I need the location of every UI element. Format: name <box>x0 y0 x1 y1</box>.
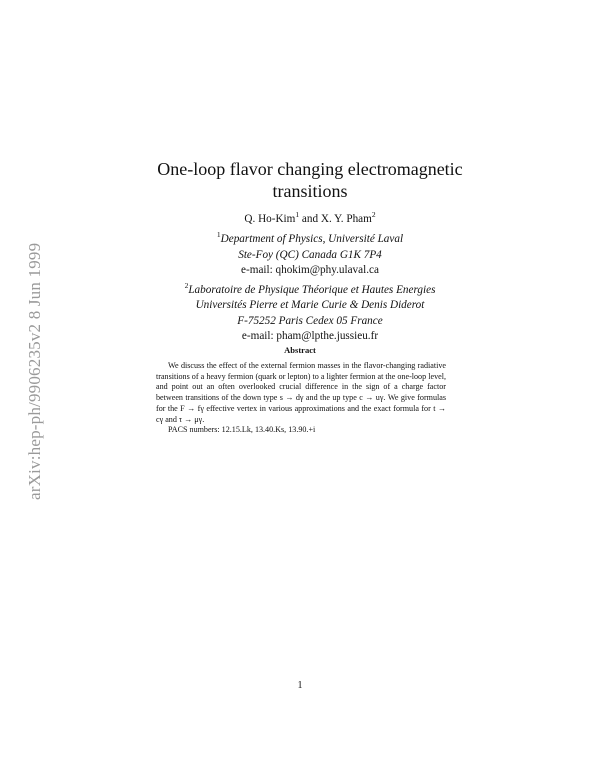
title-line-2: transitions <box>272 181 348 201</box>
affiliation-2-line-3: F-75252 Paris Cedex 05 France <box>237 314 383 327</box>
author-1: Q. Ho-Kim <box>244 213 296 225</box>
page-number: 1 <box>297 680 303 691</box>
author-2: and X. Y. Pham <box>299 213 372 225</box>
author-names <box>120 207 500 227</box>
affiliation-1-mark: 1 <box>216 230 221 240</box>
abstract-text: We discuss the effect of the external fermion masses in the flavor-changing radiative transitions of a heavy fermion (quark or lepton) to a lighter fermion at the one-loop level, and point out an often overlooked crucial difference in the sign of a charge factor between transitions of the down type s → dγ and the up type c → uγ. We give formulas for the F → fγ effective vertex in various approximations and the exact formula for t → cγ and τ → μγ. <box>156 361 446 424</box>
arxiv-identifier-stamp: arXiv:hep-ph/9906235v2 8 Jun 1999 <box>25 242 44 500</box>
abstract-heading: Abstract <box>284 345 316 355</box>
affiliation-1-line-2: Ste-Foy (QC) Canada G1K 7P4 <box>238 248 382 261</box>
email-1: e-mail: qhokim@phy.ulaval.ca <box>241 263 379 276</box>
author-2-affil-mark: 2 <box>371 210 376 219</box>
affiliation-2-line-1: $^2$Laboratoire de Physique Théorique et Hautes Energies <box>184 281 436 297</box>
affiliation-1-line-1: $^1$Department of Physics, Université Laval <box>216 230 404 246</box>
title-line-1: One-loop flavor changing electromagnetic <box>157 159 463 179</box>
email-2: e-mail: pham@lpthe.jussieu.fr <box>241 330 379 343</box>
author-1-affil-mark: 1 <box>295 210 300 219</box>
author-block <box>120 207 500 344</box>
pacs-numbers: PACS numbers: 12.15.Lk, 13.40.Ks, 13.90.+i <box>168 425 316 435</box>
affiliation-2-line-2: Universités Pierre et Marie Curie & Denis Diderot <box>195 299 425 312</box>
affiliation-2-mark: 2 <box>184 281 189 291</box>
abstract-body <box>156 361 446 436</box>
paper-title <box>120 158 500 202</box>
